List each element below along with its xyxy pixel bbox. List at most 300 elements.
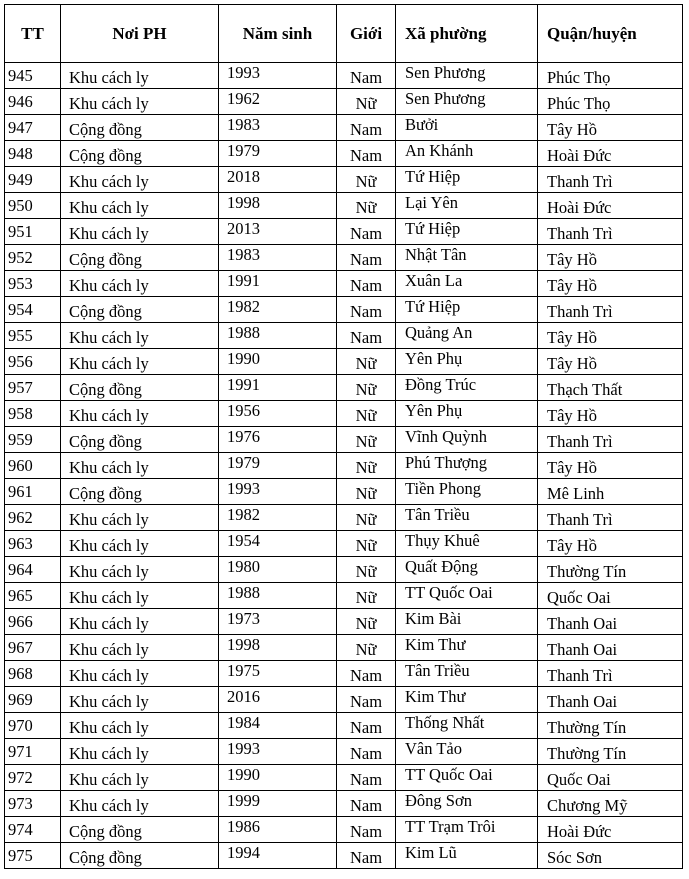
table-row — [5, 427, 683, 453]
cell-district-text: Phúc Thọ — [547, 94, 611, 113]
cell-place — [61, 661, 219, 687]
cell-ward-text: Thụy Khuê — [405, 531, 480, 550]
cell-year — [219, 427, 337, 453]
cell-district — [538, 375, 683, 401]
table-row — [5, 557, 683, 583]
cell-place-text: Khu cách ly — [69, 614, 149, 633]
cell-year-text: 1993 — [227, 479, 260, 498]
cell-year-text: 1999 — [227, 791, 260, 810]
cell-place-text: Khu cách ly — [69, 588, 149, 607]
cell-district-text: Thường Tín — [547, 744, 627, 763]
cell-ward-text: Tứ Hiệp — [405, 167, 461, 186]
cell-district-text: Mê Linh — [547, 484, 605, 503]
cell-district — [538, 245, 683, 271]
cell-district-text: Thanh Oai — [547, 614, 618, 633]
cell-ward — [396, 713, 538, 739]
cell-gender — [337, 193, 396, 219]
cell-place — [61, 115, 219, 141]
cell-place — [61, 271, 219, 297]
cell-place-text: Khu cách ly — [69, 198, 149, 217]
cell-district-text: Tây Hồ — [547, 120, 597, 139]
cell-tt-text: 953 — [8, 274, 33, 293]
cell-ward-text: Bưởi — [405, 115, 439, 134]
cell-year — [219, 765, 337, 791]
cell-year — [219, 375, 337, 401]
table-row — [5, 765, 683, 791]
table-body — [5, 63, 683, 869]
cell-gender — [337, 167, 396, 193]
cell-year-text: 1988 — [227, 323, 260, 342]
table-row — [5, 479, 683, 505]
cell-tt-text: 964 — [8, 560, 33, 579]
cell-gender-text: Nam — [349, 692, 383, 711]
cell-district-text: Thanh Trì — [547, 302, 613, 321]
cell-place-text: Khu cách ly — [69, 224, 149, 243]
cell-ward-text: TT Trạm Trôi — [405, 817, 496, 836]
cell-place-text: Khu cách ly — [69, 68, 149, 87]
table-row — [5, 115, 683, 141]
table-row — [5, 141, 683, 167]
cell-tt-text: 947 — [8, 118, 33, 137]
cell-tt — [5, 323, 61, 349]
cell-ward-text: Tứ Hiệp — [405, 297, 461, 316]
cell-year-text: 1986 — [227, 817, 260, 836]
cell-ward-text: Vĩnh Quỳnh — [405, 427, 488, 446]
table-row — [5, 791, 683, 817]
cell-tt-text: 968 — [8, 664, 33, 683]
cell-year — [219, 401, 337, 427]
cell-ward — [396, 167, 538, 193]
cell-gender-text: Nam — [349, 276, 383, 295]
cell-year-text: 1976 — [227, 427, 260, 446]
cell-place-text: Cộng đồng — [69, 380, 142, 399]
cell-ward — [396, 479, 538, 505]
cell-ward — [396, 297, 538, 323]
cell-year-text: 1983 — [227, 245, 260, 264]
cell-district — [538, 791, 683, 817]
cell-year — [219, 193, 337, 219]
cell-ward — [396, 193, 538, 219]
cell-tt — [5, 609, 61, 635]
cell-tt — [5, 505, 61, 531]
table-row — [5, 635, 683, 661]
cell-ward — [396, 843, 538, 869]
cell-ward-text: Thống Nhất — [405, 713, 485, 732]
cell-year-text: 1975 — [227, 661, 260, 680]
cell-gender — [337, 531, 396, 557]
cell-year — [219, 583, 337, 609]
cell-tt — [5, 817, 61, 843]
cell-year-text: 1973 — [227, 609, 260, 628]
cell-ward — [396, 427, 538, 453]
cell-gender — [337, 245, 396, 271]
cell-place-text: Khu cách ly — [69, 562, 149, 581]
cell-tt — [5, 63, 61, 89]
cell-place — [61, 713, 219, 739]
cell-tt — [5, 453, 61, 479]
cell-gender — [337, 843, 396, 869]
cell-ward — [396, 115, 538, 141]
cell-district — [538, 713, 683, 739]
cell-tt-text: 974 — [8, 820, 33, 839]
cell-year-text: 1988 — [227, 583, 260, 602]
cell-tt-text: 960 — [8, 456, 33, 475]
cell-tt-text: 967 — [8, 638, 33, 657]
cell-tt-text: 975 — [8, 846, 33, 865]
cell-tt-text: 948 — [8, 144, 33, 163]
cell-place — [61, 141, 219, 167]
cell-ward — [396, 141, 538, 167]
cell-year-text: 1962 — [227, 89, 260, 108]
cell-district-text: Tây Hồ — [547, 354, 597, 373]
table-row — [5, 89, 683, 115]
cell-year-text: 1956 — [227, 401, 260, 420]
cell-gender-text: Nam — [349, 328, 383, 347]
cell-ward-text: Tân Triều — [405, 505, 470, 524]
cell-year — [219, 349, 337, 375]
cell-ward — [396, 739, 538, 765]
cell-gender-text: Nữ — [355, 406, 377, 425]
cell-year — [219, 479, 337, 505]
cell-gender — [337, 817, 396, 843]
cell-ward-text: TT Quốc Oai — [405, 765, 493, 784]
cell-place-text: Khu cách ly — [69, 354, 149, 373]
cell-place-text: Cộng đồng — [69, 848, 142, 867]
table-row — [5, 401, 683, 427]
header-row — [5, 5, 683, 63]
cell-district — [538, 193, 683, 219]
cell-year-text: 1983 — [227, 115, 260, 134]
cell-district — [538, 661, 683, 687]
cell-district — [538, 271, 683, 297]
cell-ward — [396, 583, 538, 609]
cell-district — [538, 115, 683, 141]
cell-tt-text: 951 — [8, 222, 33, 241]
cell-gender-text: Nam — [349, 68, 383, 87]
cell-gender — [337, 89, 396, 115]
cell-district — [538, 583, 683, 609]
cell-ward — [396, 245, 538, 271]
cell-district — [538, 63, 683, 89]
cell-district-text: Tây Hồ — [547, 328, 597, 347]
cell-place-text: Khu cách ly — [69, 94, 149, 113]
cell-ward — [396, 687, 538, 713]
cell-gender — [337, 323, 396, 349]
cell-gender-text: Nam — [349, 250, 383, 269]
cell-year — [219, 791, 337, 817]
table-row — [5, 531, 683, 557]
cell-gender-text: Nam — [349, 718, 383, 737]
cell-ward-text: Quảng An — [405, 323, 473, 342]
cell-place — [61, 375, 219, 401]
cell-year-text: 1979 — [227, 453, 260, 472]
cell-gender — [337, 141, 396, 167]
cell-year-text: 1993 — [227, 739, 260, 758]
cell-place — [61, 609, 219, 635]
cell-district — [538, 141, 683, 167]
cell-gender-text: Nữ — [355, 588, 377, 607]
cell-gender — [337, 479, 396, 505]
cell-gender — [337, 271, 396, 297]
cell-year — [219, 843, 337, 869]
cell-place — [61, 349, 219, 375]
cell-tt — [5, 479, 61, 505]
cell-gender-text: Nam — [349, 822, 383, 841]
cell-place — [61, 427, 219, 453]
cell-district-text: Tây Hồ — [547, 536, 597, 555]
cell-tt — [5, 531, 61, 557]
cell-tt — [5, 713, 61, 739]
cell-ward-text: Kim Thư — [405, 635, 466, 654]
case-table — [4, 4, 683, 869]
header-gender: Giới — [337, 5, 396, 63]
cell-place-text: Cộng đồng — [69, 120, 142, 139]
cell-year — [219, 141, 337, 167]
cell-tt — [5, 635, 61, 661]
cell-district-text: Tây Hồ — [547, 458, 597, 477]
cell-place — [61, 635, 219, 661]
cell-gender-text: Nam — [349, 848, 383, 867]
cell-ward — [396, 531, 538, 557]
cell-tt — [5, 791, 61, 817]
cell-district-text: Thanh Trì — [547, 510, 613, 529]
cell-district-text: Hoài Đức — [547, 198, 612, 217]
cell-ward — [396, 349, 538, 375]
cell-gender — [337, 765, 396, 791]
cell-tt — [5, 375, 61, 401]
cell-district-text: Hoài Đức — [547, 822, 612, 841]
cell-year — [219, 245, 337, 271]
cell-year-text: 1984 — [227, 713, 260, 732]
cell-ward-text: Yên Phụ — [405, 349, 463, 368]
cell-place-text: Cộng đồng — [69, 250, 142, 269]
cell-place — [61, 531, 219, 557]
cell-gender-text: Nữ — [355, 172, 377, 191]
cell-year-text: 1990 — [227, 765, 260, 784]
cell-gender — [337, 713, 396, 739]
cell-year — [219, 453, 337, 479]
cell-year — [219, 661, 337, 687]
cell-district — [538, 89, 683, 115]
cell-tt-text: 970 — [8, 716, 33, 735]
cell-district — [538, 505, 683, 531]
cell-gender-text: Nữ — [355, 458, 377, 477]
cell-district-text: Thạch Thất — [547, 380, 623, 399]
cell-gender-text: Nữ — [355, 484, 377, 503]
cell-gender — [337, 63, 396, 89]
cell-tt-text: 963 — [8, 534, 33, 553]
cell-tt — [5, 557, 61, 583]
cell-district-text: Tây Hồ — [547, 276, 597, 295]
cell-year — [219, 557, 337, 583]
cell-ward — [396, 63, 538, 89]
cell-ward — [396, 401, 538, 427]
cell-ward-text: Kim Lũ — [405, 843, 457, 862]
cell-year-text: 1954 — [227, 531, 260, 550]
cell-place — [61, 583, 219, 609]
cell-year — [219, 713, 337, 739]
cell-place — [61, 89, 219, 115]
cell-tt — [5, 687, 61, 713]
cell-year — [219, 89, 337, 115]
cell-ward — [396, 765, 538, 791]
cell-ward-text: Phú Thượng — [405, 453, 488, 472]
cell-gender-text: Nam — [349, 146, 383, 165]
cell-district-text: Sóc Sơn — [547, 848, 603, 867]
header-district: Quận/huyện — [538, 5, 683, 63]
cell-year — [219, 115, 337, 141]
cell-gender-text: Nữ — [355, 198, 377, 217]
cell-tt — [5, 765, 61, 791]
cell-year-text: 1991 — [227, 375, 260, 394]
table-row — [5, 505, 683, 531]
cell-ward — [396, 453, 538, 479]
cell-tt — [5, 297, 61, 323]
cell-place — [61, 297, 219, 323]
cell-ward — [396, 219, 538, 245]
cell-gender — [337, 349, 396, 375]
cell-gender-text: Nữ — [355, 536, 377, 555]
cell-year-text: 2018 — [227, 167, 260, 186]
cell-ward-text: An Khánh — [405, 141, 474, 160]
cell-place — [61, 245, 219, 271]
cell-year-text: 1991 — [227, 271, 260, 290]
cell-place-text: Khu cách ly — [69, 744, 149, 763]
cell-ward-text: Tân Triều — [405, 661, 470, 680]
cell-year — [219, 531, 337, 557]
cell-ward-text: Tiền Phong — [405, 479, 481, 498]
cell-place-text: Khu cách ly — [69, 770, 149, 789]
cell-place-text: Khu cách ly — [69, 406, 149, 425]
cell-district-text: Quốc Oai — [547, 770, 611, 789]
cell-place — [61, 687, 219, 713]
cell-gender-text: Nam — [349, 744, 383, 763]
cell-year — [219, 297, 337, 323]
cell-year-text: 1980 — [227, 557, 260, 576]
cell-tt-text: 949 — [8, 170, 33, 189]
cell-gender-text: Nữ — [355, 94, 377, 113]
table-row — [5, 843, 683, 869]
cell-year — [219, 167, 337, 193]
table-row — [5, 193, 683, 219]
cell-year — [219, 323, 337, 349]
cell-district — [538, 765, 683, 791]
cell-year — [219, 63, 337, 89]
cell-gender-text: Nữ — [355, 380, 377, 399]
cell-gender — [337, 583, 396, 609]
cell-year-text: 1982 — [227, 297, 260, 316]
cell-ward — [396, 609, 538, 635]
header-place: Nơi PH — [61, 5, 219, 63]
cell-gender — [337, 219, 396, 245]
cell-place-text: Khu cách ly — [69, 172, 149, 191]
cell-ward — [396, 661, 538, 687]
cell-place-text: Khu cách ly — [69, 666, 149, 685]
cell-tt — [5, 219, 61, 245]
cell-year — [219, 635, 337, 661]
cell-ward — [396, 817, 538, 843]
cell-tt-text: 946 — [8, 92, 33, 111]
cell-ward — [396, 635, 538, 661]
table-row — [5, 167, 683, 193]
cell-year — [219, 271, 337, 297]
table-row — [5, 661, 683, 687]
cell-tt-text: 965 — [8, 586, 33, 605]
cell-year-text: 1998 — [227, 193, 260, 212]
cell-place — [61, 167, 219, 193]
cell-tt-text: 971 — [8, 742, 33, 761]
cell-district — [538, 817, 683, 843]
cell-place-text: Khu cách ly — [69, 276, 149, 295]
cell-year-text: 1993 — [227, 63, 260, 82]
cell-ward — [396, 557, 538, 583]
cell-tt-text: 972 — [8, 768, 33, 787]
cell-gender — [337, 297, 396, 323]
cell-ward-text: Nhật Tân — [405, 245, 467, 264]
table-row — [5, 609, 683, 635]
cell-district — [538, 219, 683, 245]
cell-gender-text: Nữ — [355, 510, 377, 529]
cell-district — [538, 635, 683, 661]
cell-gender — [337, 115, 396, 141]
cell-place — [61, 193, 219, 219]
table-row — [5, 817, 683, 843]
cell-year — [219, 609, 337, 635]
cell-place — [61, 505, 219, 531]
cell-year — [219, 817, 337, 843]
cell-gender-text: Nam — [349, 770, 383, 789]
cell-district — [538, 323, 683, 349]
cell-ward-text: Quất Động — [405, 557, 478, 576]
cell-year-text: 1979 — [227, 141, 260, 160]
cell-place-text: Khu cách ly — [69, 718, 149, 737]
cell-ward — [396, 89, 538, 115]
cell-tt — [5, 245, 61, 271]
cell-tt — [5, 271, 61, 297]
cell-ward — [396, 791, 538, 817]
cell-tt-text: 957 — [8, 378, 33, 397]
cell-tt — [5, 193, 61, 219]
cell-gender-text: Nữ — [355, 562, 377, 581]
cell-tt — [5, 739, 61, 765]
cell-tt-text: 973 — [8, 794, 33, 813]
cell-district — [538, 349, 683, 375]
table-row — [5, 349, 683, 375]
cell-ward-text: Vân Tảo — [405, 739, 462, 758]
cell-district — [538, 401, 683, 427]
cell-district — [538, 609, 683, 635]
header-ward: Xã phường — [396, 5, 538, 63]
header-year: Năm sinh — [219, 5, 337, 63]
table-row — [5, 323, 683, 349]
table-row — [5, 583, 683, 609]
table-row — [5, 453, 683, 479]
cell-place-text: Cộng đồng — [69, 484, 142, 503]
cell-place — [61, 401, 219, 427]
cell-tt-text: 956 — [8, 352, 33, 371]
table-row — [5, 739, 683, 765]
cell-tt — [5, 401, 61, 427]
cell-ward-text: Sen Phương — [405, 63, 486, 82]
cell-district-text: Thanh Trì — [547, 172, 613, 191]
cell-place-text: Khu cách ly — [69, 640, 149, 659]
cell-district — [538, 297, 683, 323]
cell-year — [219, 219, 337, 245]
cell-place — [61, 453, 219, 479]
cell-tt — [5, 89, 61, 115]
table-row — [5, 297, 683, 323]
cell-district — [538, 687, 683, 713]
